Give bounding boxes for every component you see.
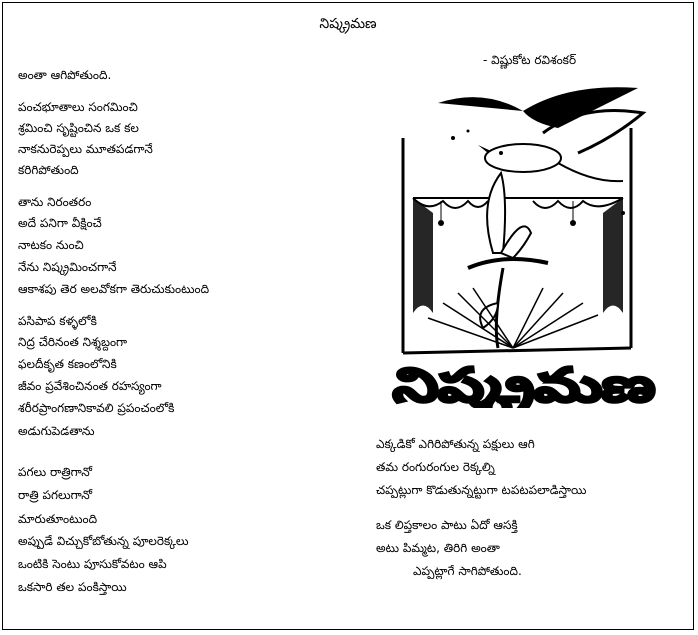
svg-text:నిష్క్రమణ: నిష్క్రమణ (393, 358, 581, 408)
bird-icon (438, 87, 643, 215)
poem-line: కరిగిపోతుంది (18, 163, 79, 177)
poem-line: నాటకం నుంచి (18, 238, 84, 252)
poem-line: నేను నిష్క్రమించగానే (18, 260, 117, 274)
illustration (383, 83, 665, 408)
poem-line: జీవం ప్రవేశించినంత రహస్యంగా (18, 379, 162, 393)
poem-line: అప్పుడే విచ్చుకోబోతున్న పూలరెక్కలు (18, 534, 189, 548)
poem-line: అదే పనిగా వీక్షించే (18, 216, 102, 230)
poem-line: ఆకాశపు తెర అలవోకగా తెరుచుకుంటుంది (18, 282, 210, 296)
poem-line: ఎక్కడికో ఎగిరిపోతున్న పక్షులు ఆగి (376, 437, 535, 451)
poem-line: ఒంటికి సెంటు పూసుకోవటం ఆపి (18, 557, 167, 571)
poem-line: మారుతూంటుంది (18, 512, 98, 526)
poem-line: నిద్ర చేరినంత నిశ్శబ్దంగా (18, 335, 128, 349)
poem-line: నాకనురెప్పలు మూతపడగానే (18, 142, 153, 156)
poem-line: శరీరప్రాంగణానికావలి ప్రపంచంలోకి (18, 401, 175, 415)
sunburst-icon (428, 288, 598, 348)
poem-line: అడుగుపెడతాను (18, 424, 95, 438)
title-artwork (393, 358, 655, 408)
poem-line: అంతా ఆగిపోతుంది. (18, 68, 112, 82)
poem-line: తమ రంగురంగుల రెక్కల్ని (376, 460, 495, 474)
poem-line: తాను నిరంతరం (18, 195, 92, 209)
poem-author: - విష్ణుకోట రవిశంకర్ (483, 53, 577, 67)
poem-line: ఒక లిప్తకాలం పాటు ఏదో ఆసక్తి (376, 518, 518, 532)
poem-line: ఒకసారి తల పంకిస్తాయి (18, 580, 127, 594)
poem-line: అటు పిమ్మట, తిరిగి అంతా (376, 541, 500, 555)
poem-line: చప్పట్లుగా కొడుతున్నట్టుగా టపటపలాడిస్తాయి (376, 483, 587, 497)
poem-line: పంచభూతాలు సంగమించి (18, 100, 138, 114)
poem-page (2, 2, 694, 630)
poem-line: ఫలదీకృత కణంలోనికి (18, 357, 117, 371)
poem-line: ఎప్పట్లాగే సాగిపోతుంది. (413, 564, 522, 578)
poem-line: రాత్రి పగలుగానో (18, 488, 93, 502)
poem-line: పగలు రాత్రిగానో (18, 465, 93, 479)
poem-title: నిష్క్రమణ (319, 16, 377, 32)
poem-line: శ్రమించి సృష్టించిన ఒక కల (18, 121, 139, 135)
poem-line: పసిపాప కళ్ళలోకి (18, 314, 97, 328)
